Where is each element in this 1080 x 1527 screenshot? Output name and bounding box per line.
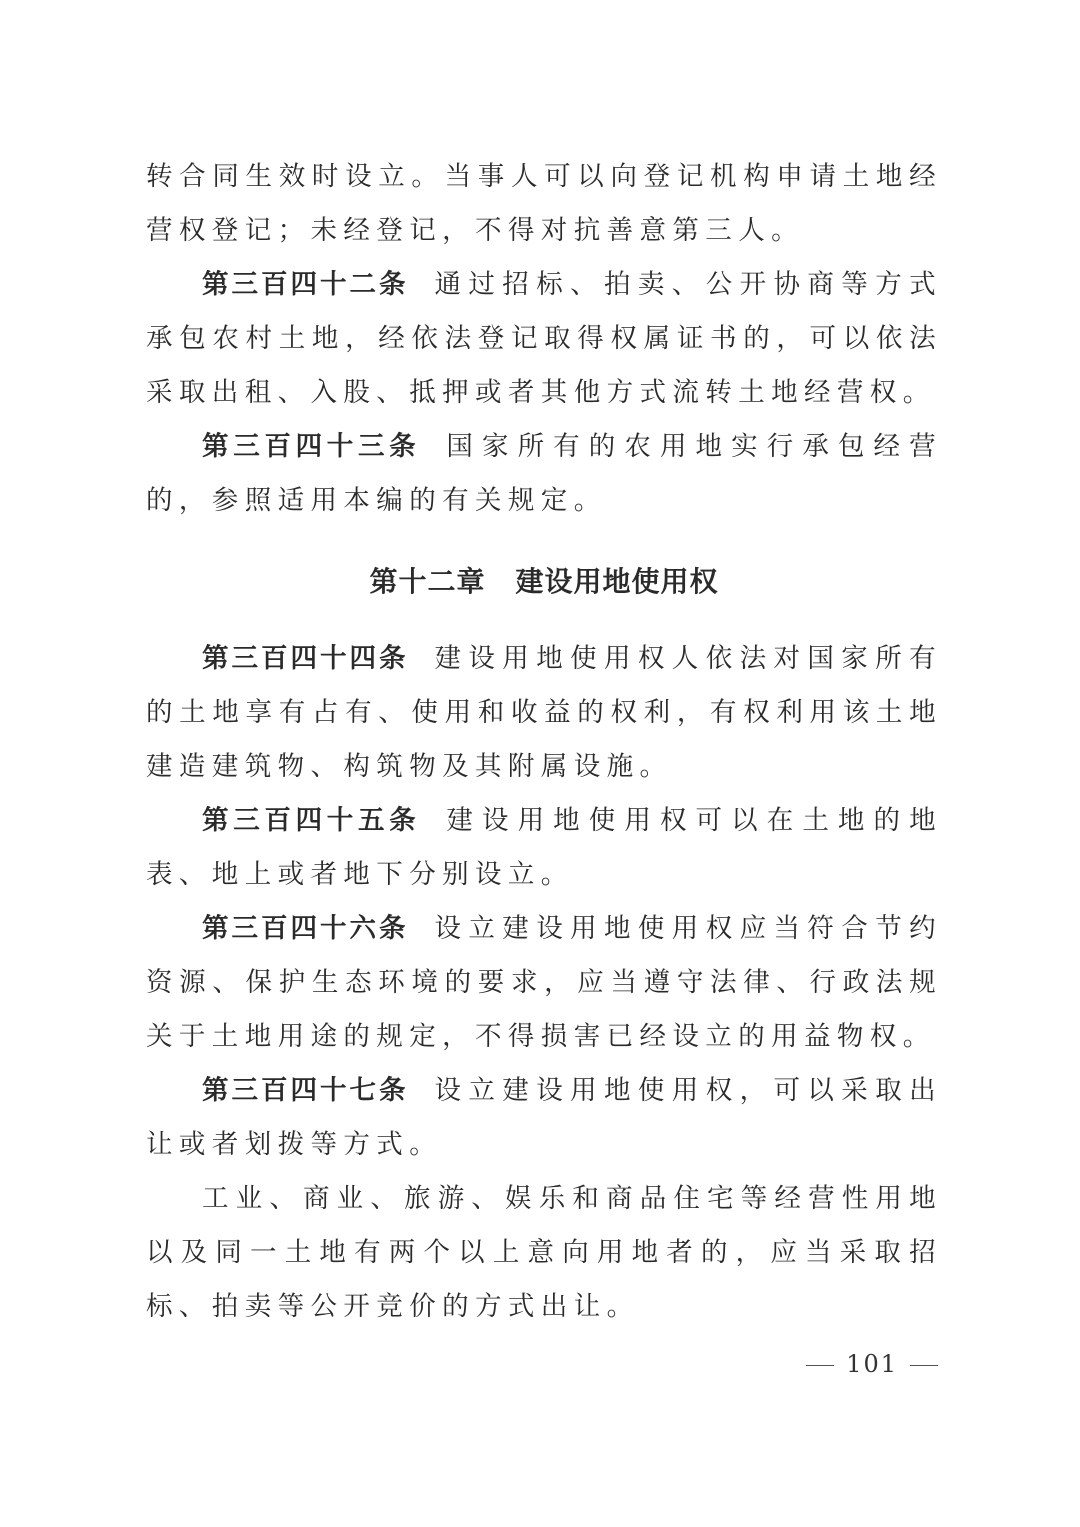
article-text: 设立建设用地使用权，可以采取出让或者划拨等方式。 bbox=[146, 1075, 942, 1160]
article-343 bbox=[146, 420, 942, 528]
article-342 bbox=[146, 258, 942, 420]
page-number-dash-left bbox=[806, 1365, 834, 1366]
paragraph-continuation bbox=[146, 150, 942, 258]
page-number bbox=[794, 1350, 950, 1378]
paragraph-text: 工业、商业、旅游、娱乐和商品住宅等经营性用地以及同一土地有两个以上意向用地者的，应当采取招标、拍卖等公开竞价的方式出让。 bbox=[146, 1183, 942, 1322]
article-number: 第三百四十六条 bbox=[202, 913, 409, 944]
paragraph-text: 转合同生效时设立。当事人可以向登记机构申请土地经营权登记；未经登记，不得对抗善意第三人。 bbox=[146, 161, 942, 246]
chapter-number: 第十二章 bbox=[369, 565, 486, 598]
article-number: 第三百四十七条 bbox=[202, 1075, 409, 1106]
chapter-title: 建设用地使用权 bbox=[515, 565, 719, 598]
article-346 bbox=[146, 902, 942, 1064]
article-text: 设立建设用地使用权应当符合节约资源、保护生态环境的要求，应当遵守法律、行政法规关于土地用途的规定，不得损害已经设立的用益物权。 bbox=[146, 913, 942, 1052]
article-347 bbox=[146, 1064, 942, 1172]
chapter-heading bbox=[146, 554, 942, 610]
article-text: 建设用地使用权人依法对国家所有的土地享有占有、使用和收益的权利，有权利用该土地建造建筑物、构筑物及其附属设施。 bbox=[146, 643, 942, 782]
article-number: 第三百四十五条 bbox=[202, 805, 421, 836]
article-number: 第三百四十二条 bbox=[202, 269, 409, 300]
article-number: 第三百四十三条 bbox=[202, 431, 421, 462]
article-number: 第三百四十四条 bbox=[202, 643, 409, 674]
page-number-dash-right bbox=[910, 1365, 938, 1366]
body-text bbox=[146, 150, 942, 1334]
page-number-value: 101 bbox=[846, 1350, 898, 1378]
article-text: 建设用地使用权可以在土地的地表、地上或者地下分别设立。 bbox=[146, 805, 943, 890]
article-text: 国家所有的农用地实行承包经营的，参照适用本编的有关规定。 bbox=[146, 431, 943, 516]
article-344 bbox=[146, 632, 942, 794]
article-text: 通过招标、拍卖、公开协商等方式承包农村土地，经依法登记取得权属证书的，可以依法采取出租、入股、抵押或者其他方式流转土地经营权。 bbox=[146, 269, 942, 408]
article-345 bbox=[146, 794, 942, 902]
article-347-paragraph-2 bbox=[146, 1172, 942, 1334]
